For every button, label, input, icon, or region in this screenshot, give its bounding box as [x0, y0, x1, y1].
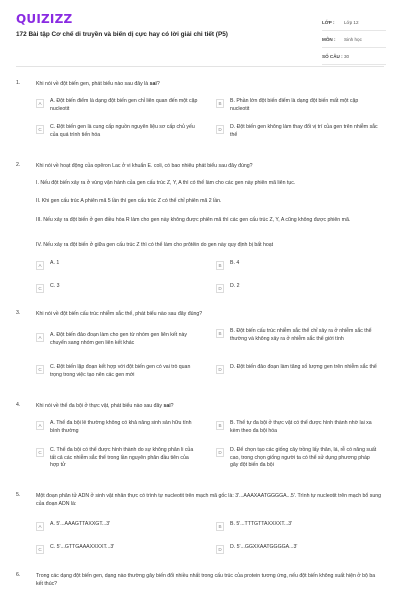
worksheet-meta: [322, 14, 386, 65]
option-a[interactable]: [36, 260, 198, 270]
meta-row-count: [322, 48, 386, 65]
meta-label: MÔN :: [322, 36, 336, 42]
option-a[interactable]: [36, 98, 198, 113]
option-letter: C: [36, 365, 44, 374]
option-text: B. Thể tự đa bội ở thực vật có thể được hình thành nhờ lai xa kèm theo đa bội hóa: [230, 420, 372, 434]
question-number: 2.: [16, 162, 21, 168]
question-stem: [36, 492, 381, 508]
question-6: [16, 572, 386, 596]
meta-value: Sinh học: [344, 36, 362, 42]
option-letter: D: [216, 125, 224, 134]
question-number: 5.: [16, 492, 21, 498]
statement-3: III. Nếu xảy ra đột biến ở gen điều hòa R làm cho gen này không được phiên mã thì các gen cấu trúc Z, Y, A cũng không được phiên mã.: [36, 217, 351, 223]
option-letter: B: [216, 261, 224, 270]
question-stem-text: Khi nói về hoạt động của opêron Lac ở vi khuẩn E. coli, có bao nhiêu phát biểu sau đây đúng?: [36, 163, 253, 169]
option-letter: A: [36, 421, 44, 430]
option-text: C. 3: [50, 283, 60, 289]
header-divider: [16, 66, 384, 67]
question-3: [16, 310, 386, 392]
question-stem-text: Khi nói về thể đa bội ở thực vật, phát biểu nào sau đây sai?: [36, 403, 174, 409]
option-c[interactable]: [36, 447, 198, 470]
statement-2: II. Khi gen cấu trúc A phiên mã 5 lần thì gen cấu trúc Z có thể chỉ phiên mã 2 lần.: [36, 198, 222, 204]
option-text: A. Đột biến đảo đoạn làm cho gen từ nhóm gen liên kết này chuyển sang nhóm gen liên kết khác: [50, 332, 187, 346]
meta-value: 30: [344, 53, 350, 59]
meta-label: LỚP :: [322, 19, 335, 25]
meta-value: Lớp 12: [344, 19, 359, 25]
option-letter: C: [36, 284, 44, 293]
option-c[interactable]: [36, 283, 198, 293]
option-text: C. Thể đa bội có thể được hình thành do sự không phân li của tất cả các nhiễm sắc thể trong lần nguyên phân đầu tiên của hợp tử: [50, 447, 194, 469]
option-text: D. Đột biến đảo đoạn làm tăng số lượng gen trên nhiễm sắc thể: [230, 364, 377, 370]
option-letter: C: [36, 448, 44, 457]
option-text: B. Đột biến cấu trúc nhiễm sắc thể chỉ xảy ra ở nhiễm sắc thể thường và không xảy ra ở nhiễm sắc thể giới tính: [230, 328, 372, 342]
option-text: C. Đột biến lặp đoạn kết hợp với đột biến gen có vai trò quan trọng trong việc tạo nên các gen mới: [50, 364, 191, 378]
option-c[interactable]: [36, 124, 198, 139]
option-text: B. Phần lớn đột biến điểm là dạng đột biến mất một cặp nucleotit: [230, 98, 359, 112]
meta-row-subject: [322, 31, 386, 48]
question-stem: [36, 162, 381, 170]
option-b[interactable]: [216, 420, 378, 435]
option-d[interactable]: [216, 364, 378, 374]
question-number: 4.: [16, 402, 21, 408]
option-letter: B: [216, 522, 224, 531]
question-stem: [36, 572, 381, 588]
option-a[interactable]: [36, 420, 198, 435]
worksheet-title: 172 Bài tập Cơ chế di truyền và biến dị cực hay có lời giải chi tiết (P5): [16, 31, 228, 38]
option-text: C. 5'...GTTGAAAXXXXT...3': [50, 544, 115, 550]
question-stem: [36, 402, 381, 410]
option-text: D. 2: [230, 283, 240, 289]
option-d[interactable]: [216, 447, 378, 470]
option-text: A. Thể đa bội lẻ thường không có khả năng sinh sản hữu tính bình thường: [50, 420, 192, 434]
option-letter: B: [216, 329, 224, 338]
question-number: 1.: [16, 80, 21, 86]
option-text: D. 5'...GGXXAATGGGGA...3': [230, 544, 298, 550]
option-text: A. 5'...AAAGTTAXXGT...3': [50, 521, 111, 527]
option-letter: D: [216, 545, 224, 554]
option-b[interactable]: [216, 521, 378, 531]
meta-row-class: [322, 14, 386, 31]
option-b[interactable]: [216, 260, 378, 270]
option-text: A. Đột biến điểm là dạng đột biến gen chỉ liên quan đến một cặp nucleotit: [50, 98, 198, 112]
option-a[interactable]: [36, 332, 198, 347]
option-letter: B: [216, 99, 224, 108]
question-4: [16, 402, 386, 486]
option-b[interactable]: [216, 98, 378, 113]
option-letter: A: [36, 99, 44, 108]
option-text: C. Đột biến gen là cung cấp nguồn nguyên liệu sơ cấp chủ yếu của quá trình tiến hóa: [50, 124, 195, 138]
option-letter: C: [36, 125, 44, 134]
option-text: A. 1: [50, 260, 60, 266]
emphasis-word: sai: [149, 81, 157, 87]
question-number: 6.: [16, 572, 21, 578]
question-stem-text: Trong các dạng đột biến gen, dạng nào thường gây biến đổi nhiều nhất trong cấu trúc của protein tương ứng, nếu đột biến không xuất hiện ở bộ ba kết thúc?: [36, 573, 376, 587]
option-text: B. 5'...TTTGTTAXXXXT...3': [230, 521, 293, 527]
option-text: D. Để chọn tạo các giống cây trồng lấy thân, lá, rễ có năng suất cao, trong chọn giống người ta có thể sử dụng phương pháp gây đột biến đa bội: [230, 447, 377, 469]
emphasis-word: sai: [163, 403, 171, 409]
option-c[interactable]: [36, 364, 198, 379]
worksheet-header: [0, 0, 400, 64]
quizizz-logo: QUIZIZZ: [16, 12, 73, 26]
option-d[interactable]: [216, 544, 378, 554]
question-stem: [36, 310, 381, 318]
statement-4: IV. Nếu xảy ra đột biến ở giữa gen cấu trúc Z thì có thể làm cho prôtêin do gen này quy định bị bất hoạt: [36, 242, 274, 248]
option-letter: C: [36, 545, 44, 554]
option-letter: A: [36, 522, 44, 531]
option-letter: A: [36, 333, 44, 342]
option-letter: B: [216, 421, 224, 430]
option-d[interactable]: [216, 283, 378, 293]
question-stem-text: Khi nói về đột biến gen, phát biểu nào sau đây là sai?: [36, 81, 160, 87]
question-5: [16, 492, 386, 568]
statement-1: I. Nếu đột biến xảy ra ở vùng vận hành của gen cấu trúc Z, Y, A thì có thể làm cho các gen này phiên mã liên tục.: [36, 180, 296, 186]
option-letter: A: [36, 261, 44, 270]
option-letter: D: [216, 365, 224, 374]
question-stem-text: Một đoạn phân tử ADN ở sinh vật nhân thực có trình tự nucleotit trên mạch mã gốc là: 3'...AAAXAATGGGGA...5'. Trình tự nucleotit trên mạch bổ sung của đoạn ADN là:: [36, 493, 381, 507]
question-1: [16, 80, 386, 150]
option-b[interactable]: [216, 328, 378, 343]
option-a[interactable]: [36, 521, 198, 531]
meta-label: SỐ CÂU :: [322, 53, 343, 59]
option-text: D. Đột biến gen không làm thay đổi vị trí của gen trên nhiễm sắc thể: [230, 124, 378, 138]
question-2: [16, 162, 386, 302]
option-d[interactable]: [216, 124, 378, 139]
option-text: B. 4: [230, 260, 240, 266]
question-number: 3.: [16, 310, 21, 316]
option-letter: D: [216, 448, 224, 457]
question-stem: [36, 80, 381, 88]
option-letter: D: [216, 284, 224, 293]
question-stem-text: Khi nói về đột biến cấu trúc nhiễm sắc thể, phát biểu nào sau đây đúng?: [36, 311, 203, 317]
option-c[interactable]: [36, 544, 198, 554]
